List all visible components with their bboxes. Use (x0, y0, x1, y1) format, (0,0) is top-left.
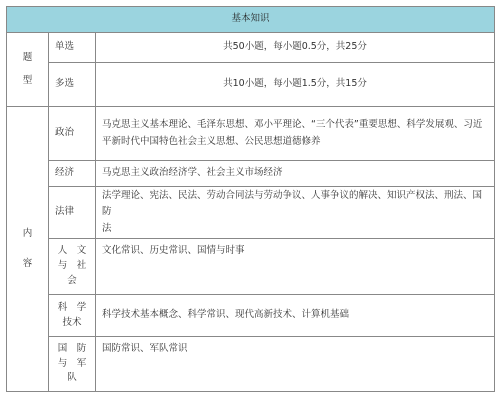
subject-label: 科 学 技术 (49, 295, 96, 337)
knowledge-table (6, 6, 495, 392)
subject-label: 国 防 与 军 队 (49, 337, 96, 392)
table-title: 基本知识 (7, 7, 495, 33)
table-row (7, 295, 495, 337)
table-row (7, 337, 495, 392)
question-type-detail: 共10小题，每小题1.5分，共15分 (96, 63, 495, 107)
subject-detail: 国防常识、军队常识 (96, 337, 495, 392)
question-type-detail: 共50小题，每小题0.5分，共25分 (96, 33, 495, 63)
table-row (7, 63, 495, 107)
table-row (7, 107, 495, 161)
table-header-row (7, 7, 495, 33)
subject-detail: 马克思主义基本理论、毛泽东思想、邓小平理论、“三个代表”重要思想、科学发展观、习近 平新时代中国特色社会主义思想、公民思想道德修养 (96, 107, 495, 161)
category-question-type: 题 型 (7, 33, 49, 107)
table-row (7, 33, 495, 63)
table-row (7, 187, 495, 239)
subject-detail: 马克思主义政治经济学、社会主义市场经济 (96, 161, 495, 187)
subject-detail: 文化常识、历史常识、国情与时事 (96, 239, 495, 295)
category-content: 内 容 (7, 107, 49, 392)
table-row (7, 239, 495, 295)
subject-detail: 法学理论、宪法、民法、劳动合同法与劳动争议、人事争议的解决、知识产权法、刑法、国防 法 (96, 187, 495, 239)
subject-label: 人 文 与 社 会 (49, 239, 96, 295)
subject-label: 经济 (49, 161, 96, 187)
question-type-label: 单选 (49, 33, 96, 63)
table-row (7, 161, 495, 187)
question-type-label: 多选 (49, 63, 96, 107)
subject-label: 政治 (49, 107, 96, 161)
subject-label: 法律 (49, 187, 96, 239)
subject-detail: 科学技术基本概念、科学常识、现代高新技术、计算机基础 (96, 295, 495, 337)
